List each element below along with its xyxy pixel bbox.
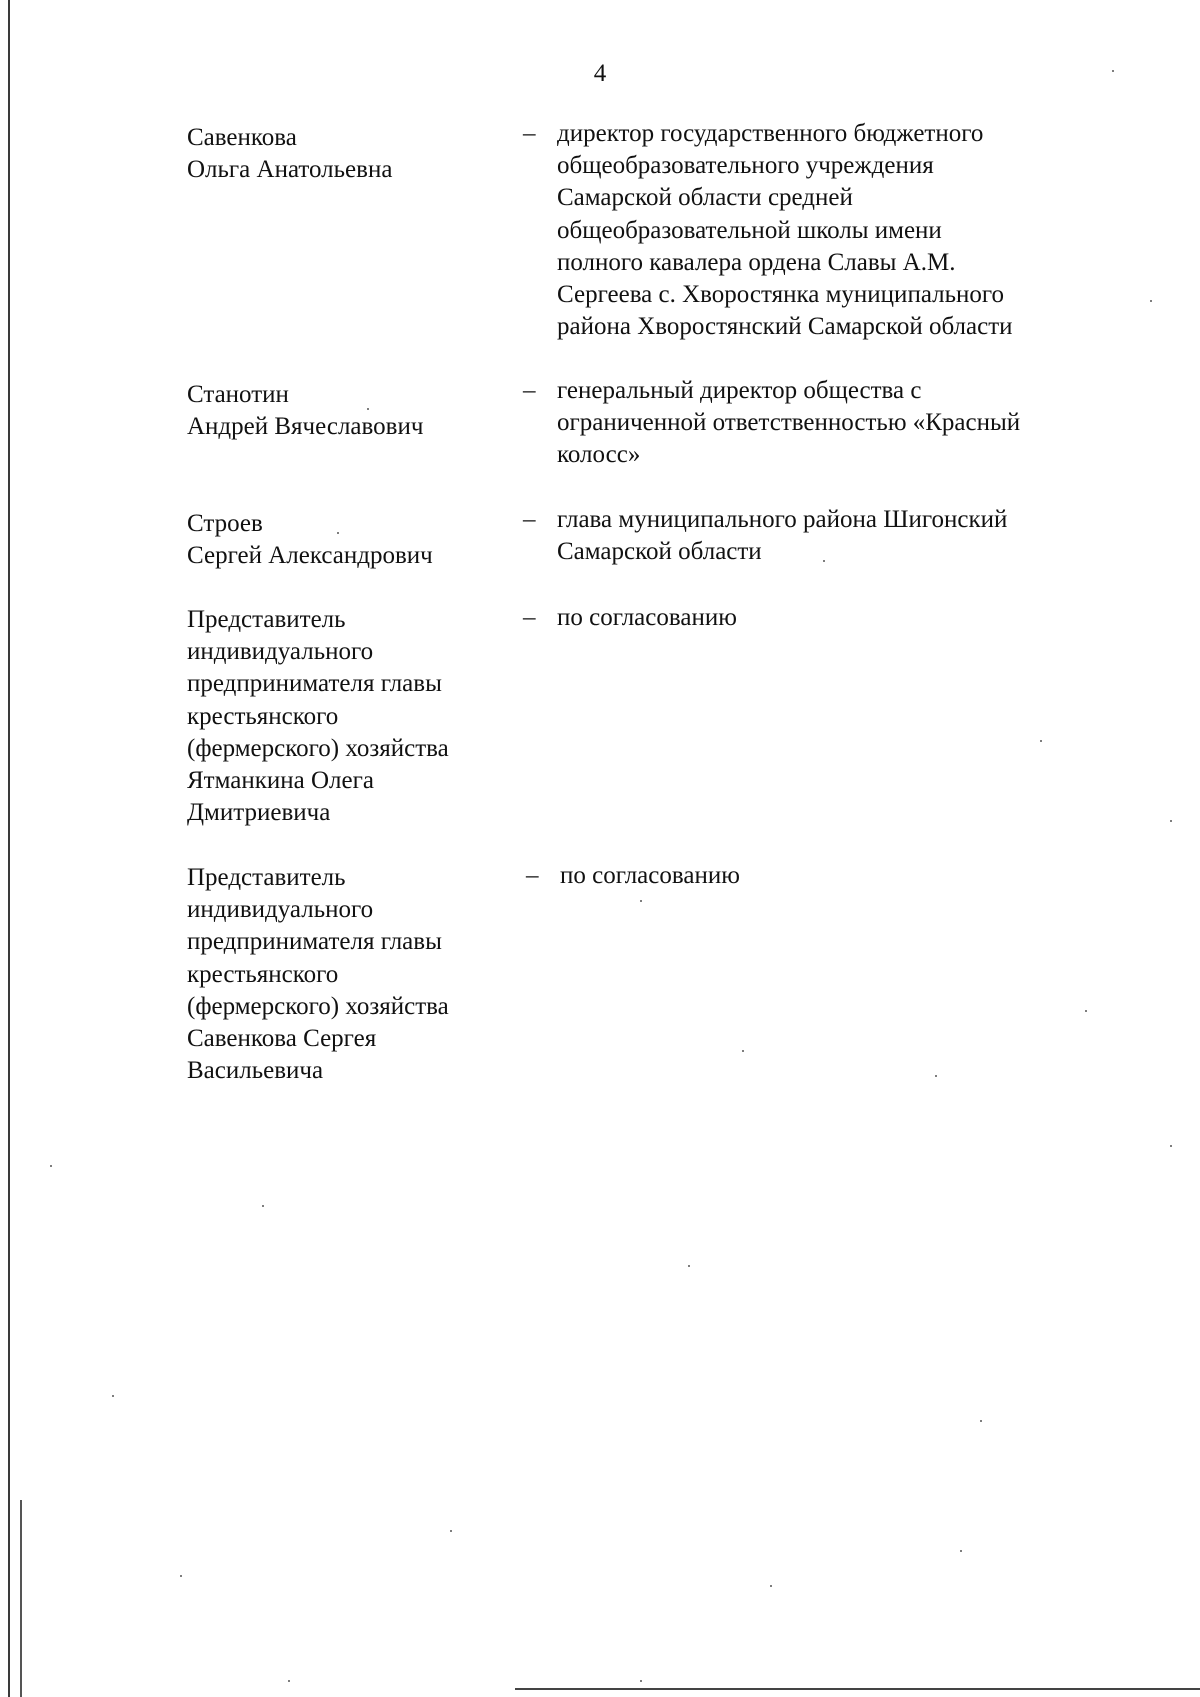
entry-dash: – — [526, 862, 539, 889]
member-name: Представитель индивидуального предпринимателя главы крестьянского (фермерского) хозяйства Савенкова Сергея Васильевича — [187, 864, 449, 1085]
member-name: Строев Сергей Александрович — [187, 510, 433, 570]
scan-speck — [1170, 1145, 1172, 1147]
scan-speck — [1085, 1010, 1087, 1012]
member-position: генеральный директор общества с ограниченной ответственностью «Красный колосс» — [557, 377, 1021, 469]
member-name: Станотин Андрей Вячеславович — [187, 381, 424, 441]
scan-speck — [1040, 740, 1042, 742]
member-position: по согласованию — [557, 604, 737, 631]
scan-speck — [337, 532, 339, 534]
scan-border-left — [8, 0, 10, 1697]
scan-speck — [112, 1395, 114, 1397]
entry-dash: – — [523, 377, 536, 404]
scan-speck — [367, 408, 369, 410]
entry-dash: – — [523, 120, 536, 147]
member-position: глава муниципального района Шигонский Самарской области — [557, 506, 1008, 566]
scan-speck — [450, 1530, 452, 1532]
scan-speck — [1112, 70, 1114, 72]
entry-dash: – — [523, 604, 536, 631]
scan-speck — [935, 1075, 937, 1077]
scan-speck — [640, 900, 642, 902]
scan-border-left-inner — [20, 1500, 22, 1697]
scan-speck — [288, 1680, 290, 1682]
member-name: Савенкова Ольга Анатольевна — [187, 124, 393, 184]
member-position: по согласованию — [560, 862, 740, 889]
scan-speck — [960, 1550, 962, 1552]
scan-speck — [1170, 820, 1172, 822]
member-position: директор государственного бюджетного общеобразовательного учреждения Самарской области средней общеобразовательной школы имени полного кавалера ордена Славы А.М. Сергеева с. Хворостянка муниципального района Хворостянский Самарской области — [557, 120, 1013, 341]
scan-speck — [640, 1680, 642, 1682]
scan-speck — [1150, 300, 1152, 302]
scan-speck — [688, 1265, 690, 1267]
page-number: 4 — [593, 60, 607, 87]
member-name: Представитель индивидуального предпринимателя главы крестьянского (фермерского) хозяйства Ятманкина Олега Дмитриевича — [187, 606, 449, 827]
scan-speck — [742, 1050, 744, 1052]
scan-speck — [770, 1585, 772, 1587]
scan-speck — [180, 1575, 182, 1577]
scan-speck — [50, 1165, 52, 1167]
scan-speck — [823, 560, 825, 562]
entry-dash: – — [523, 506, 536, 533]
scan-speck — [262, 1205, 264, 1207]
scan-speck — [980, 1420, 982, 1422]
scan-border-bottom — [515, 1688, 1200, 1690]
